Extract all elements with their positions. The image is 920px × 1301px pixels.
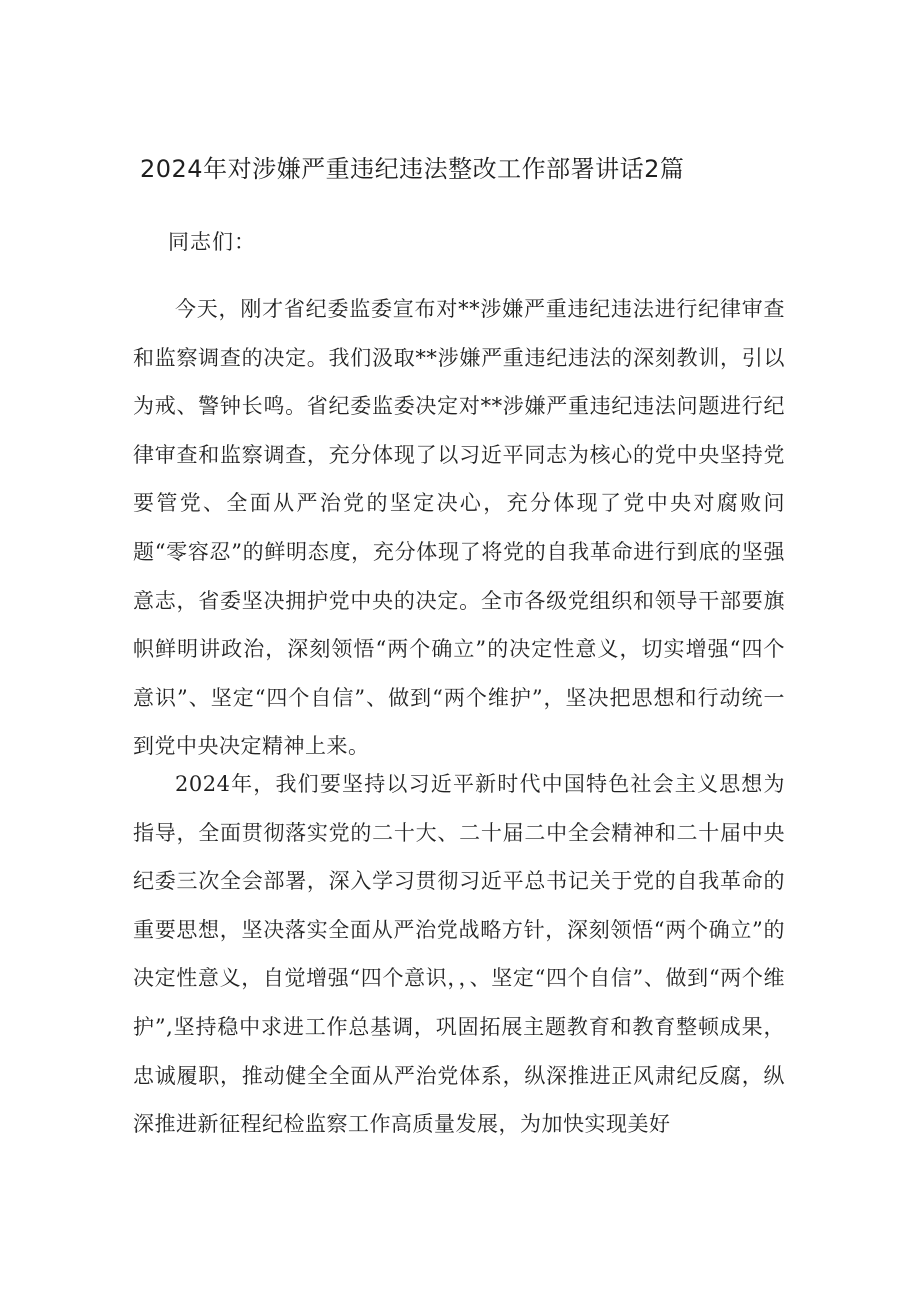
paragraph-1: 今天，刚才省纪委监委宣布对**涉嫌严重违纪违法进行纪律审查和监察调查的决定。我们汲取**涉嫌严重违纪违法的深刻教训，引以为戒、警钟长鸣。省纪委监委决定对**涉嫌严重违纪违法问题进行纪律审查和监察调查，充分体现了以习近平同志为核心的党中央坚持党要管党、全面从严治党的坚定决心，充分体现了党中央对腐败问题“零容忍”的鲜明态度，充分体现了将党的自我革命进行到底的坚强意志，省委坚决拥护党中央的决定。全市各级党组织和领导干部要旗帜鲜明讲政治，深刻领悟“两个确立”的决定性意义，切实增强“四个意识”、坚定“四个自信”、做到“两个维护”，坚决把思想和行动统一到党中央决定精神上来。 <box>133 297 785 759</box>
document-title: 2024年对涉嫌严重违纪违法整改工作部署讲话2篇 <box>140 155 685 183</box>
greeting: 同志们： <box>168 230 256 254</box>
paragraph-2: 2024年，我们要坚持以习近平新时代中国特色社会主义思想为指导，全面贯彻落实党的二十大、二十届二中全会精神和二十届中央纪委三次全会部署，深入学习贯彻习近平总书记关于党的自我革命的重要思想，坚决落实全面从严治党战略方针，深刻领悟“两个确立”的决定性意义，自觉增强“四个意识，，、坚定“四个自信”、做到“两个维护”,坚持稳中求进工作总基调，巩固拓展主题教育和教育整顿成果，忠诚履职，推动健全全面从严治党体系，纵深推进正风肃纪反腐，纵深推进新征程纪检监察工作高质量发展，为加快实现美好 <box>133 772 785 1137</box>
